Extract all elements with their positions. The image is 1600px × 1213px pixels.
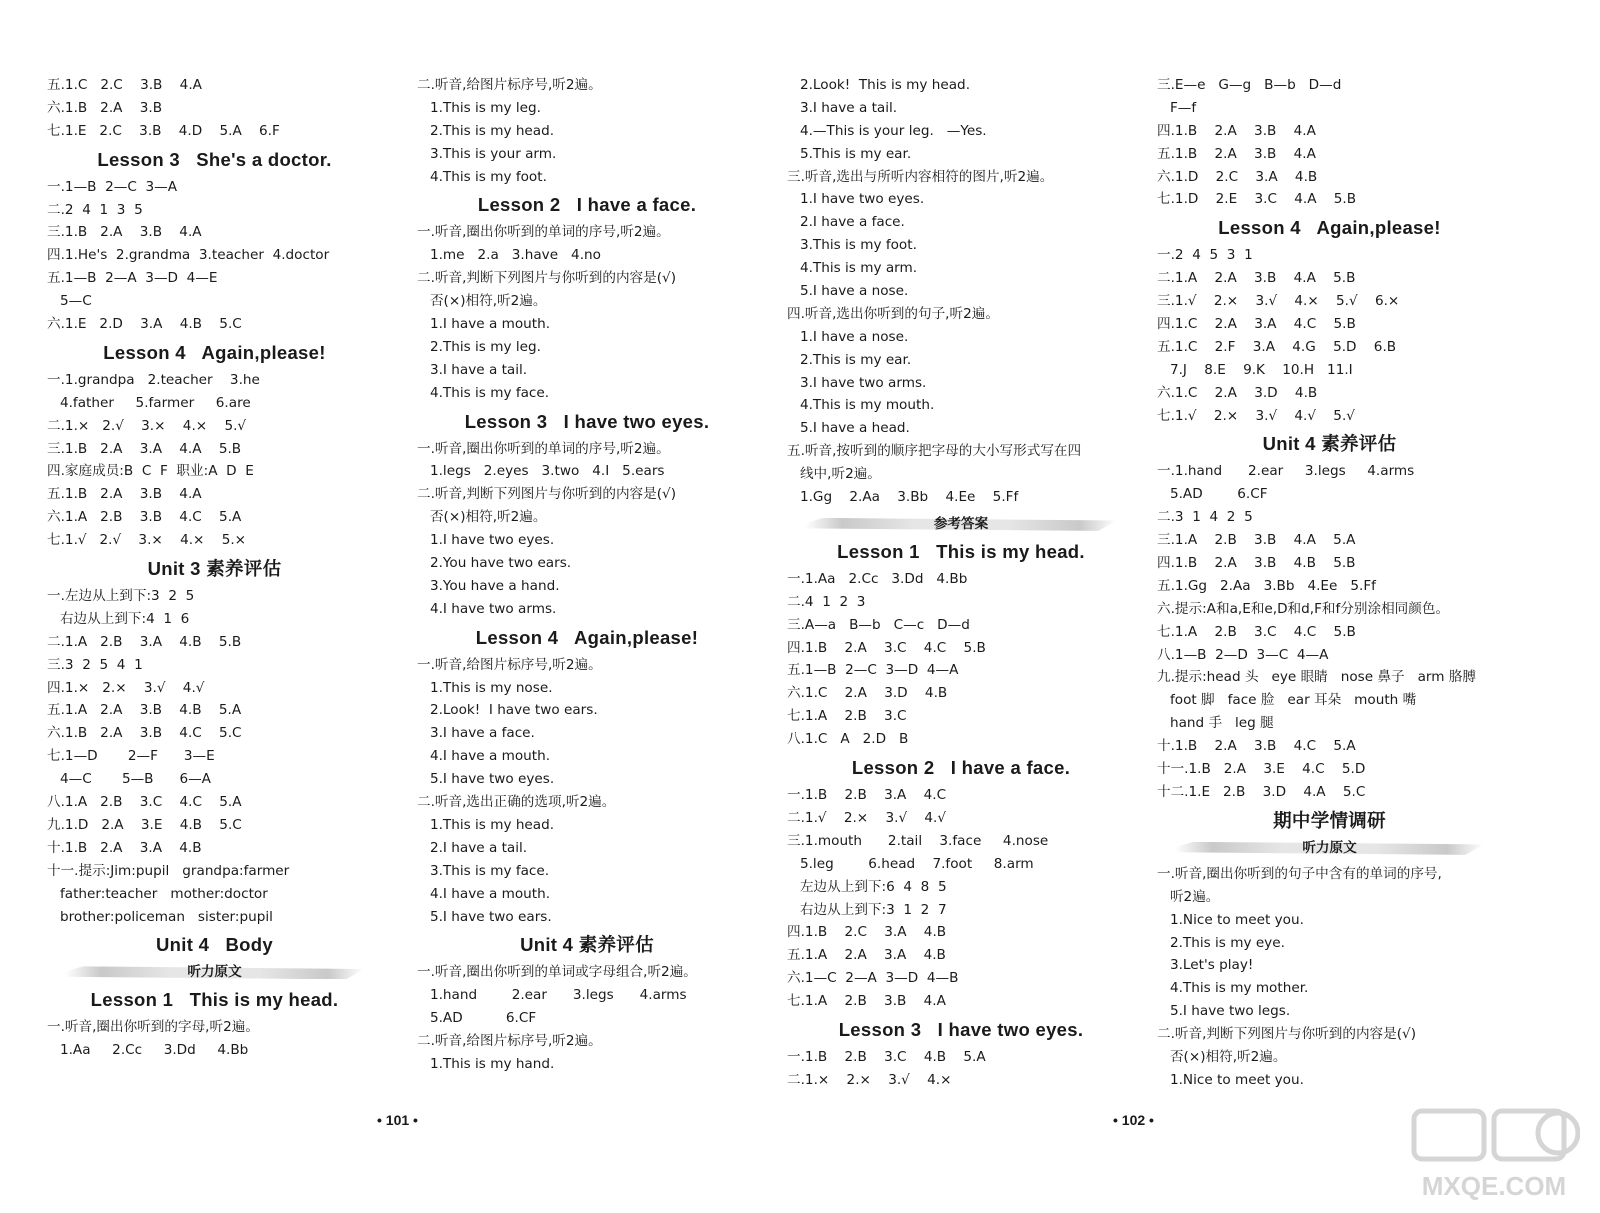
answer-line: 五.1.B 2.A 3.B 4.A [1157, 145, 1316, 162]
answer-line: 十一.提示:Jim:pupil grandpa:farmer [47, 862, 290, 879]
answer-line: 一.1—B 2—C 3—A [47, 178, 178, 195]
page-number-right: • 102 • [1113, 1112, 1154, 1128]
answer-line: 一.1.hand 2.ear 3.legs 4.arms [1157, 463, 1415, 480]
section-heading: Lesson 3 I have two eyes. [464, 410, 710, 432]
answer-line: 4.father 5.farmer 6.are [47, 394, 251, 411]
answer-line: 四.1.B 2.A 3.B 4.B 5.B [1157, 555, 1356, 572]
answer-line: 否(×)相符,听2遍。 [1157, 1048, 1287, 1065]
section-heading: Lesson 4 Again,please! [1218, 217, 1441, 239]
answer-line: 五.听音,按听到的顺序把字母的大小写形式写在四 [787, 443, 1082, 460]
answer-line: 5.AD 6.CF [1157, 486, 1268, 503]
answer-line: 六.1—C 2—A 3—D 4—B [787, 970, 959, 987]
answer-line: 六.1.C 2.A 3.D 4.B [787, 685, 948, 702]
answer-line: 1.Gg 2.Aa 3.Bb 4.Ee 5.Ff [787, 489, 1019, 506]
answer-line: 五.1—B 2—C 3—D 4—A [787, 662, 959, 679]
answer-line: hand 手 leg 腿 [1157, 715, 1274, 732]
answer-line: father:teacher mother:doctor [47, 885, 268, 902]
watermark-text: MXQE.COM [1421, 1171, 1567, 1201]
section-heading: Lesson 4 Again,please! [475, 626, 699, 648]
answer-line: 5.I have a head. [787, 420, 910, 437]
answer-line: 五.1.A 2.A 3.B 4.B 5.A [47, 702, 242, 719]
answer-line: 三.A—a B—b C—c D—d [787, 616, 970, 633]
answer-line: 一.1.grandpa 2.teacher 3.he [47, 371, 260, 388]
answer-line: 二.1.× 2.√ 3.× 4.× 5.√ [47, 417, 247, 434]
answer-line: 一.听音,圈出你听到的字母,听2遍。 [47, 1019, 259, 1036]
answer-line: 5—C [47, 293, 92, 310]
answer-line: 一.2 4 5 3 1 [1157, 247, 1253, 264]
answer-line: 3.I have a face. [417, 725, 535, 742]
section-heading: Lesson 2 I have a face. [477, 194, 697, 216]
answer-line: 5.I have a nose. [787, 283, 909, 300]
answer-line: 5.AD 6.CF [417, 1010, 537, 1027]
answer-line: 三.1.√ 2.× 3.√ 4.× 5.√ 6.× [1157, 293, 1400, 310]
answer-line: 听2遍。 [1157, 888, 1220, 905]
answer-line: 七.1—D 2—F 3—E [47, 748, 215, 765]
answer-line: 1.This is my nose. [417, 679, 553, 696]
answer-line: 十一.1.B 2.A 3.E 4.C 5.D [1157, 761, 1366, 778]
answer-line: 四.家庭成员:B C F 职业:A D E [47, 463, 254, 480]
answer-line: 2.This is my ear. [787, 351, 912, 368]
answer-line: 六.1.D 2.C 3.A 4.B [1157, 168, 1318, 185]
answer-line: F—f [1157, 99, 1197, 116]
answer-line: 四.听音,选出你听到的句子,听2遍。 [787, 305, 999, 322]
answer-line: 十二.1.E 2.B 3.D 4.A 5.C [1157, 783, 1366, 800]
answer-line: 4.I have a mouth. [417, 885, 551, 902]
answer-line: 七.1.√ 2.√ 3.× 4.× 5.× [47, 532, 247, 549]
answer-line: 五.1—B 2—A 3—D 4—E [47, 270, 218, 287]
answer-line: 左边从上到下:6 4 8 5 [787, 878, 947, 895]
answer-line: 二.1.√ 2.× 3.√ 4.√ [787, 809, 947, 826]
answer-line: 4.This is my foot. [417, 168, 547, 185]
answer-line: 2.I have a tail. [417, 839, 528, 856]
answer-line: 2.Look! I have two ears. [417, 702, 598, 719]
answer-line: 二.听音,判断下列图片与你听到的内容是(√) [417, 270, 677, 287]
answer-line: 否(×)相符,听2遍。 [417, 509, 547, 526]
section-heading: Unit 4 Body [156, 934, 273, 956]
answer-line: 3.You have a hand. [417, 577, 560, 594]
section-banner [47, 961, 382, 983]
section-heading: Unit 4 素养评估 [1262, 433, 1397, 455]
section-heading: Unit 3 素养评估 [147, 558, 282, 580]
answer-line: 五.1.B 2.A 3.B 4.A [47, 486, 202, 503]
answer-line: 二.2 4 1 3 5 [47, 201, 143, 218]
answer-line: 七.1.E 2.C 3.B 4.D 5.A 6.F [47, 122, 280, 139]
answer-line: 1.This is my hand. [417, 1055, 555, 1072]
answer-line: 2.This is my eye. [1157, 934, 1285, 951]
answer-line: 三.1.B 2.A 3.A 4.A 5.B [47, 440, 242, 457]
answer-line: 一.听音,圈出你听到的句子中含有的单词的序号, [1157, 865, 1442, 882]
answer-line: 一.听音,圈出你听到的单词的序号,听2遍。 [417, 224, 670, 241]
answer-line: 2.Look! This is my head. [787, 77, 971, 93]
answer-line: 五.1.C 2.C 3.B 4.A [47, 77, 202, 93]
answer-line: 六.1.C 2.A 3.D 4.B [1157, 384, 1318, 401]
answer-line: 六.提示:A和a,E和e,D和d,F和f分别涂相同颜色。 [1157, 600, 1450, 617]
section-heading: Lesson 4 Again,please! [103, 341, 326, 363]
answer-line: 1.This is my head. [417, 816, 555, 833]
answer-line: 1.This is my leg. [417, 99, 541, 116]
answer-line: 2.This is my head. [417, 122, 555, 139]
answer-line: 一.1.B 2.B 3.A 4.C [787, 787, 947, 804]
answer-line: 十.1.B 2.A 3.A 4.B [47, 839, 202, 856]
answer-line: 一.听音,圈出你听到的单词的序号,听2遍。 [417, 440, 670, 457]
answer-line: 4.This is my mouth. [787, 397, 935, 414]
answer-line: 八.1.A 2.B 3.C 4.C 5.A [47, 794, 242, 811]
answer-line: 4.This is my face. [417, 384, 550, 401]
answer-line: foot 脚 face 脸 ear 耳朵 mouth 嘴 [1157, 692, 1417, 709]
answer-line: 二.1.× 2.× 3.√ 4.× [787, 1071, 952, 1088]
section-heading: Lesson 2 I have a face. [851, 757, 1071, 779]
answer-line: 5.I have two ears. [417, 908, 552, 925]
answer-line: 5.leg 6.head 7.foot 8.arm [787, 855, 1034, 872]
answer-line: 3.I have a tail. [417, 361, 528, 378]
watermark-logo [1408, 1103, 1580, 1203]
answer-line: 否(×)相符,听2遍。 [417, 293, 547, 310]
answer-line: 六.1.E 2.D 3.A 4.B 5.C [47, 316, 242, 333]
answer-column-1 [47, 74, 382, 1062]
answer-line: 右边从上到下:4 1 6 [47, 610, 190, 627]
answer-line: 二.听音,选出正确的选项,听2遍。 [417, 794, 616, 811]
answer-line: 3.This is your arm. [417, 145, 557, 162]
answer-line: 七.1.D 2.E 3.C 4.A 5.B [1157, 191, 1357, 208]
answer-line: 八.1—B 2—D 3—C 4—A [1157, 646, 1329, 663]
answer-line: 四.1.B 2.A 3.B 4.A [1157, 122, 1316, 139]
answer-line: 4.—This is your leg. —Yes. [787, 122, 987, 139]
answer-line: 3.This is my face. [417, 862, 550, 879]
answer-line: 三.E—e G—g B—b D—d [1157, 77, 1342, 93]
answer-line: 二.3 1 4 2 5 [1157, 509, 1253, 526]
answer-line: 二.听音,判断下列图片与你听到的内容是(√) [417, 486, 677, 503]
answer-line: 七.1.A 2.B 3.B 4.A [787, 993, 946, 1010]
banner-label: 听力原文 [1302, 839, 1357, 856]
answer-line: 1.Aa 2.Cc 3.Dd 4.Bb [47, 1042, 249, 1059]
banner-label: 听力原文 [187, 964, 242, 981]
answer-line: 1.I have a nose. [787, 328, 909, 345]
answer-line: 五.1.C 2.F 3.A 4.G 5.D 6.B [1157, 338, 1397, 355]
answer-line: 1.hand 2.ear 3.legs 4.arms [417, 987, 687, 1004]
answer-line: 1.legs 2.eyes 3.two 4.I 5.ears [417, 463, 665, 480]
answer-line: 3.I have two arms. [787, 374, 927, 391]
answer-line: 右边从上到下:3 1 2 7 [787, 901, 947, 918]
page-number-left: • 101 • [377, 1112, 418, 1128]
answer-line: 5.This is my ear. [787, 145, 912, 162]
answer-line: 1.Nice to meet you. [1157, 911, 1304, 928]
answer-line: 九.1.D 2.A 3.E 4.B 5.C [47, 816, 242, 833]
answer-line: 5.I have two eyes. [417, 771, 555, 788]
answer-column-3 [787, 74, 1135, 1092]
answer-line: 二.听音,给图片标序号,听2遍。 [417, 1033, 602, 1050]
answer-line: 5.I have two legs. [1157, 1003, 1291, 1020]
answer-line: 一.1.Aa 2.Cc 3.Dd 4.Bb [787, 570, 968, 587]
answer-column-2 [417, 74, 757, 1076]
answer-line: 2.You have two ears. [417, 555, 572, 572]
section-heading: Lesson 1 This is my head. [837, 540, 1085, 562]
answer-line: 4.I have a mouth. [417, 748, 551, 765]
section-banner [787, 513, 1135, 535]
answer-line: 1.I have two eyes. [417, 532, 555, 549]
answer-line: 二.1.A 2.B 3.A 4.B 5.B [47, 633, 242, 650]
answer-line: 三.1.mouth 2.tail 3.face 4.nose [787, 832, 1049, 849]
answer-line: 2.I have a face. [787, 214, 905, 231]
answer-line: 3.Let's play! [1157, 957, 1254, 974]
answer-line: 五.1.Gg 2.Aa 3.Bb 4.Ee 5.Ff [1157, 577, 1376, 594]
answer-line: 六.1.B 2.A 3.B 4.C 5.C [47, 725, 242, 742]
answer-line: 四.1.C 2.A 3.A 4.C 5.B [1157, 316, 1356, 333]
answer-line: 八.1.C A 2.D B [787, 731, 909, 748]
answer-line: 1.I have two eyes. [787, 191, 925, 208]
answer-line: 2.This is my leg. [417, 338, 541, 355]
answer-line: 四.1.× 2.× 3.√ 4.√ [47, 679, 205, 696]
answer-line: 一.1.B 2.B 3.C 4.B 5.A [787, 1048, 986, 1065]
answer-line: 六.1.B 2.A 3.B [47, 99, 163, 116]
answer-line: 二.听音,判断下列图片与你听到的内容是(√) [1157, 1026, 1417, 1043]
answer-line: 4.This is my arm. [787, 260, 918, 277]
answer-line: 一.听音,圈出你听到的单词或字母组合,听2遍。 [417, 964, 697, 981]
answer-line: 3.I have a tail. [787, 99, 898, 116]
banner-label: 参考答案 [933, 515, 989, 532]
answer-line: 3.This is my foot. [787, 237, 917, 254]
section-heading: Lesson 3 I have two eyes. [838, 1018, 1084, 1040]
answer-line: 四.1.B 2.C 3.A 4.B [787, 924, 947, 941]
answer-line: 二.4 1 2 3 [787, 593, 866, 610]
section-heading: Lesson 3 She's a doctor. [97, 148, 332, 170]
answer-line: 三.1.A 2.B 3.B 4.A 5.A [1157, 532, 1356, 549]
answer-line: brother:policeman sister:pupil [47, 908, 273, 925]
answer-line: 一.听音,给图片标序号,听2遍。 [417, 656, 602, 673]
answer-line: 四.1.He's 2.grandma 3.teacher 4.doctor [47, 247, 330, 264]
answer-line: 五.1.A 2.A 3.A 4.B [787, 947, 946, 964]
answer-line: 四.1.B 2.A 3.C 4.C 5.B [787, 639, 986, 656]
answer-line: 4.I have two arms. [417, 600, 557, 617]
answer-line: 7.J 8.E 9.K 10.H 11.I [1157, 361, 1353, 378]
answer-line: 九.提示:head 头 eye 眼睛 nose 鼻子 arm 胳膊 [1157, 669, 1477, 686]
answer-line: 十.1.B 2.A 3.B 4.C 5.A [1157, 738, 1356, 755]
answer-line: 4.This is my mother. [1157, 980, 1309, 997]
answer-line: 七.1.A 2.B 3.C 4.C 5.B [1157, 623, 1356, 640]
section-banner [1157, 837, 1502, 859]
answer-line: 三.听音,选出与所听内容相符的图片,听2遍。 [787, 168, 1054, 185]
section-heading: Unit 4 素养评估 [520, 934, 654, 956]
section-heading: Lesson 1 This is my head. [90, 989, 339, 1011]
answer-line: 线中,听2遍。 [787, 466, 881, 483]
answer-line: 三.1.B 2.A 3.B 4.A [47, 224, 202, 241]
answer-line: 六.1.A 2.B 3.B 4.C 5.A [47, 509, 242, 526]
answer-column-4 [1157, 74, 1502, 1092]
answer-line: 1.I have a mouth. [417, 316, 551, 333]
answer-line: 1.me 2.a 3.have 4.no [417, 247, 601, 264]
answer-line: 1.Nice to meet you. [1157, 1071, 1304, 1088]
answer-line: 二.听音,给图片标序号,听2遍。 [417, 77, 602, 93]
answer-line: 七.1.A 2.B 3.C [787, 708, 907, 725]
section-heading: 期中学情调研 [1273, 809, 1386, 831]
answer-line: 4—C 5—B 6—A [47, 771, 211, 788]
answer-line: 七.1.√ 2.× 3.√ 4.√ 5.√ [1157, 407, 1355, 424]
answer-line: 一.左边从上到下:3 2 5 [47, 588, 195, 605]
answer-line: 二.1.A 2.A 3.B 4.A 5.B [1157, 270, 1356, 287]
answer-line: 三.3 2 5 4 1 [47, 656, 143, 673]
